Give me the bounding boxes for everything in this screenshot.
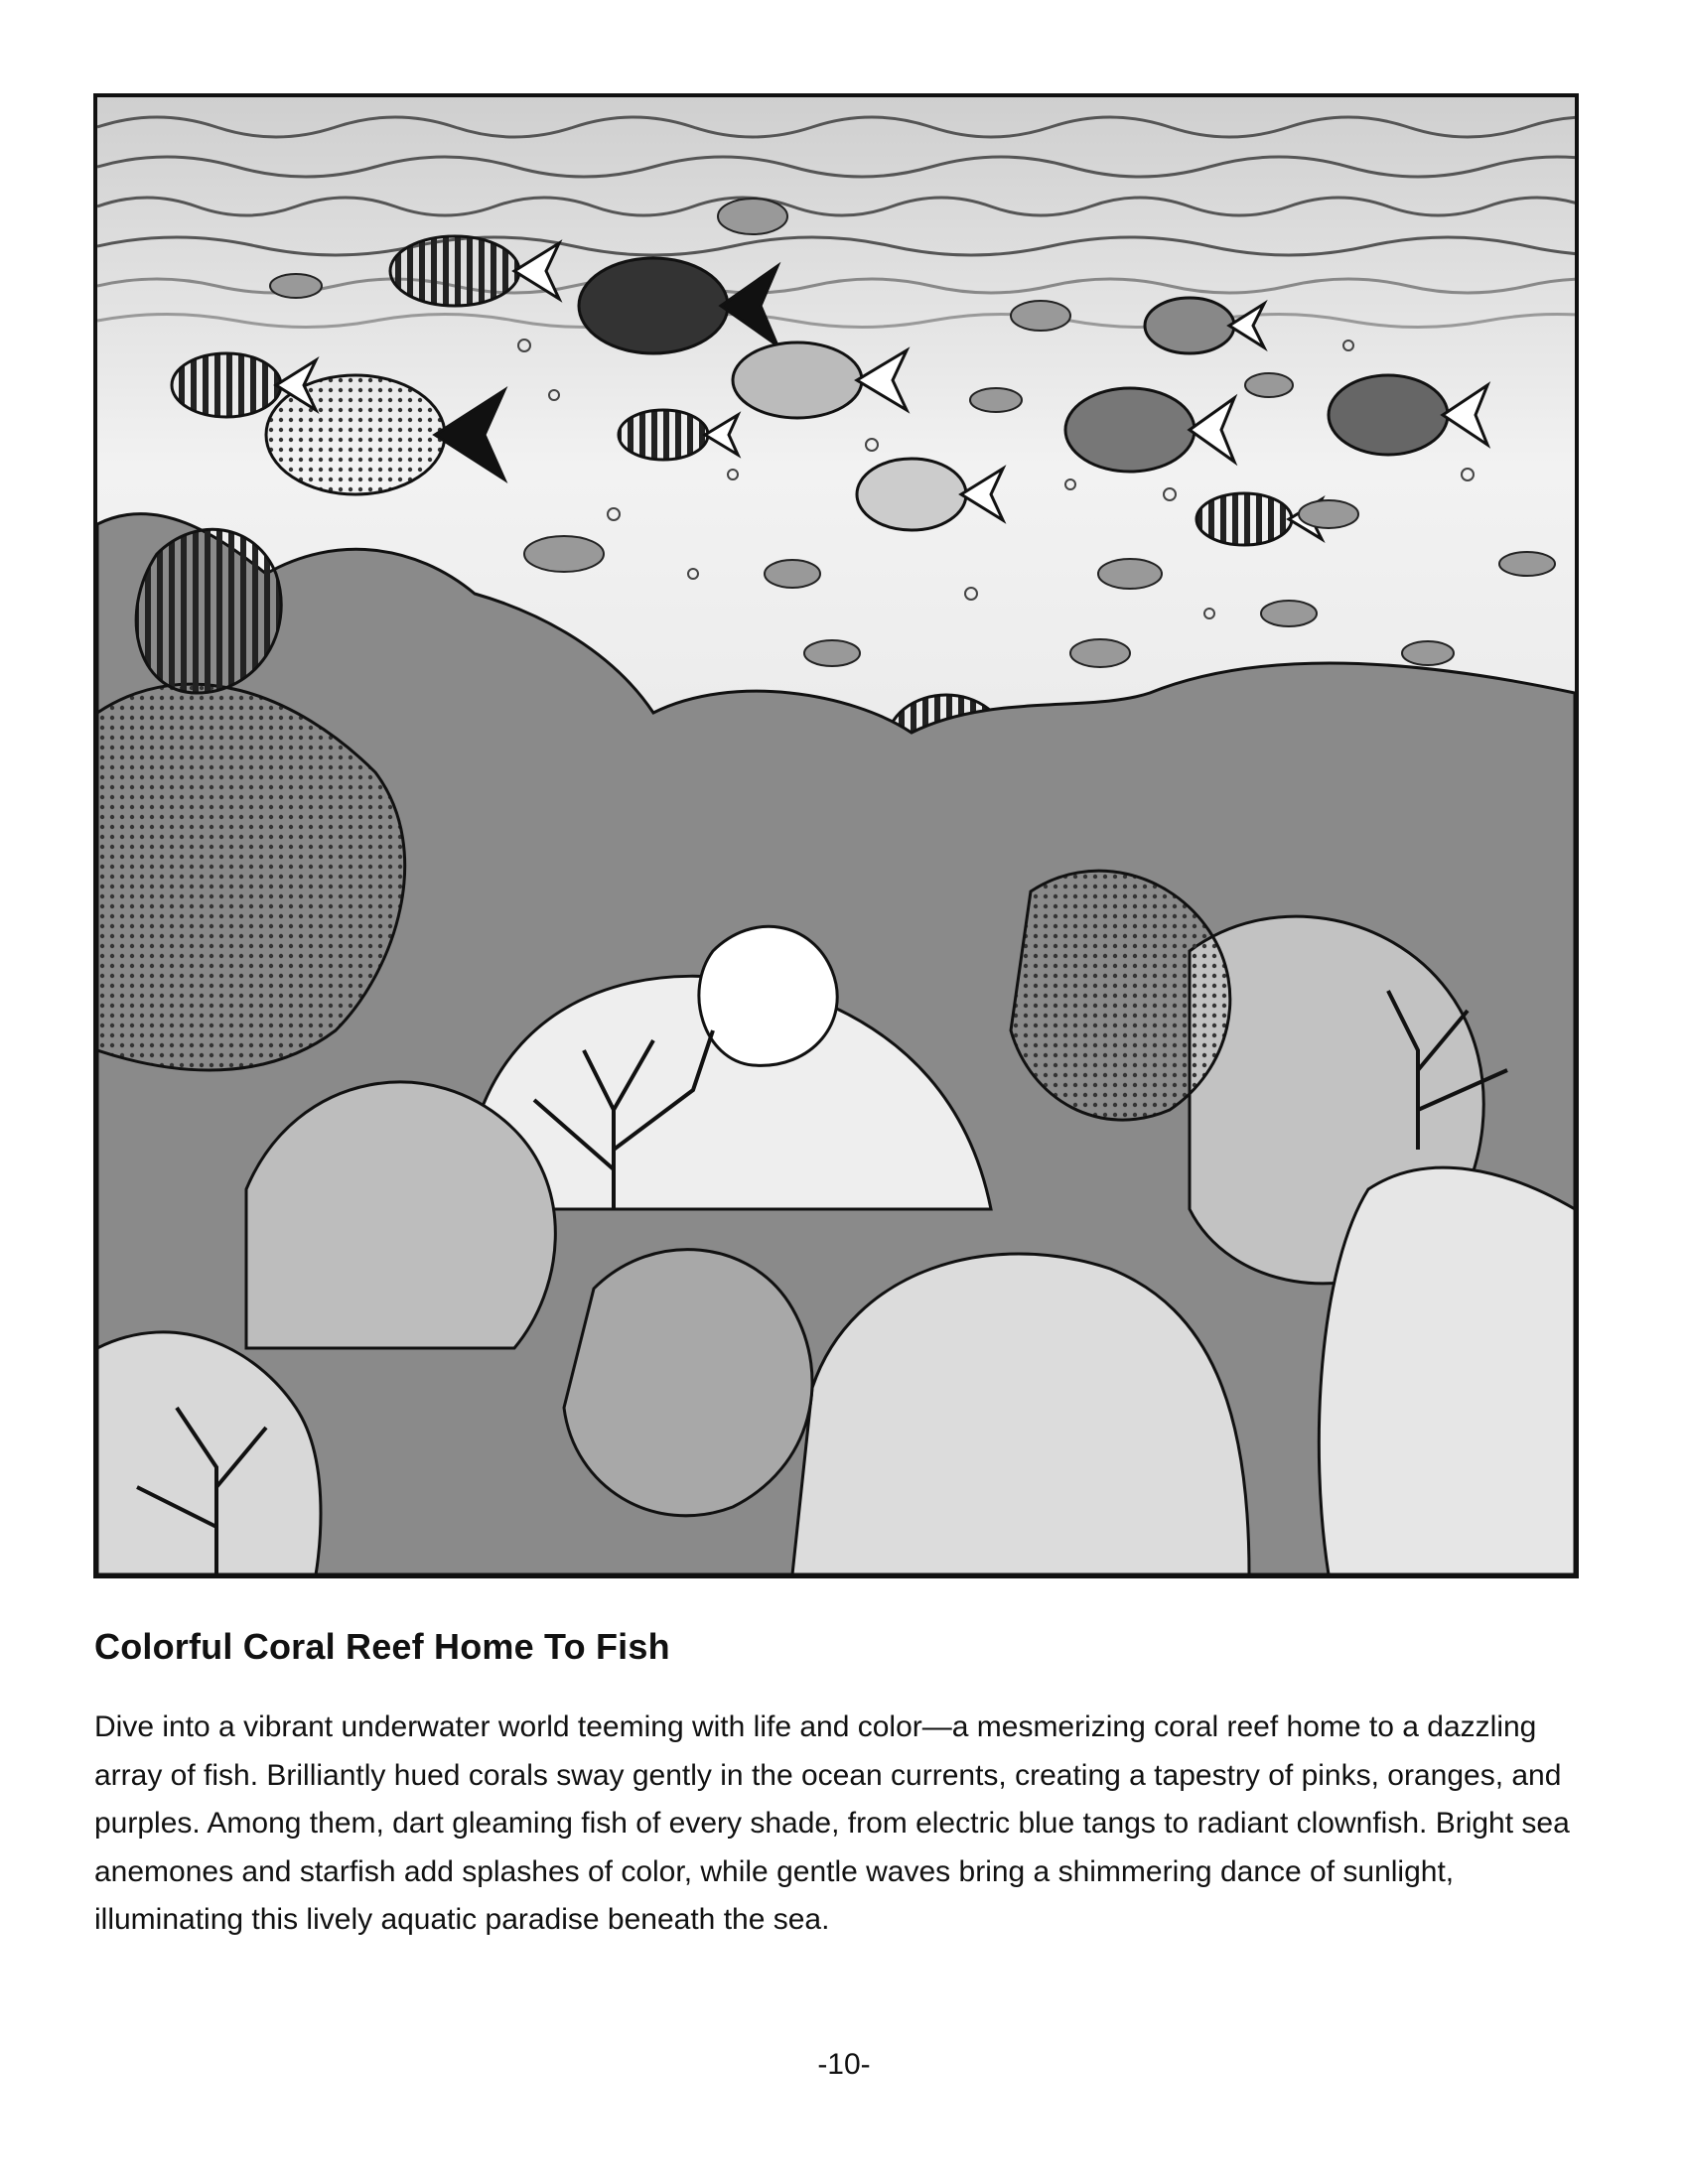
page-number: -10- [817, 2048, 871, 2081]
description-paragraph: Dive into a vibrant underwater world teeming with life and color—a mesmerizing coral reef home to a dazzling array of fish. Brilliantly hued corals sway gently in the ocean currents, creating a tapestry of pinks, oranges, and purples. Among them, dart gleaming fish of every shade, from electric blue tangs to radiant clownfish. Bright sea anemones and starfish add splashes of color, while gentle waves bring a shimmering dance of sunlight, illuminating this lively aquatic paradise beneath the sea. [94, 1710, 1570, 1936]
coral-reef-illustration [93, 93, 1579, 1578]
page-title: Colorful Coral Reef Home To Fish [94, 1626, 670, 1667]
